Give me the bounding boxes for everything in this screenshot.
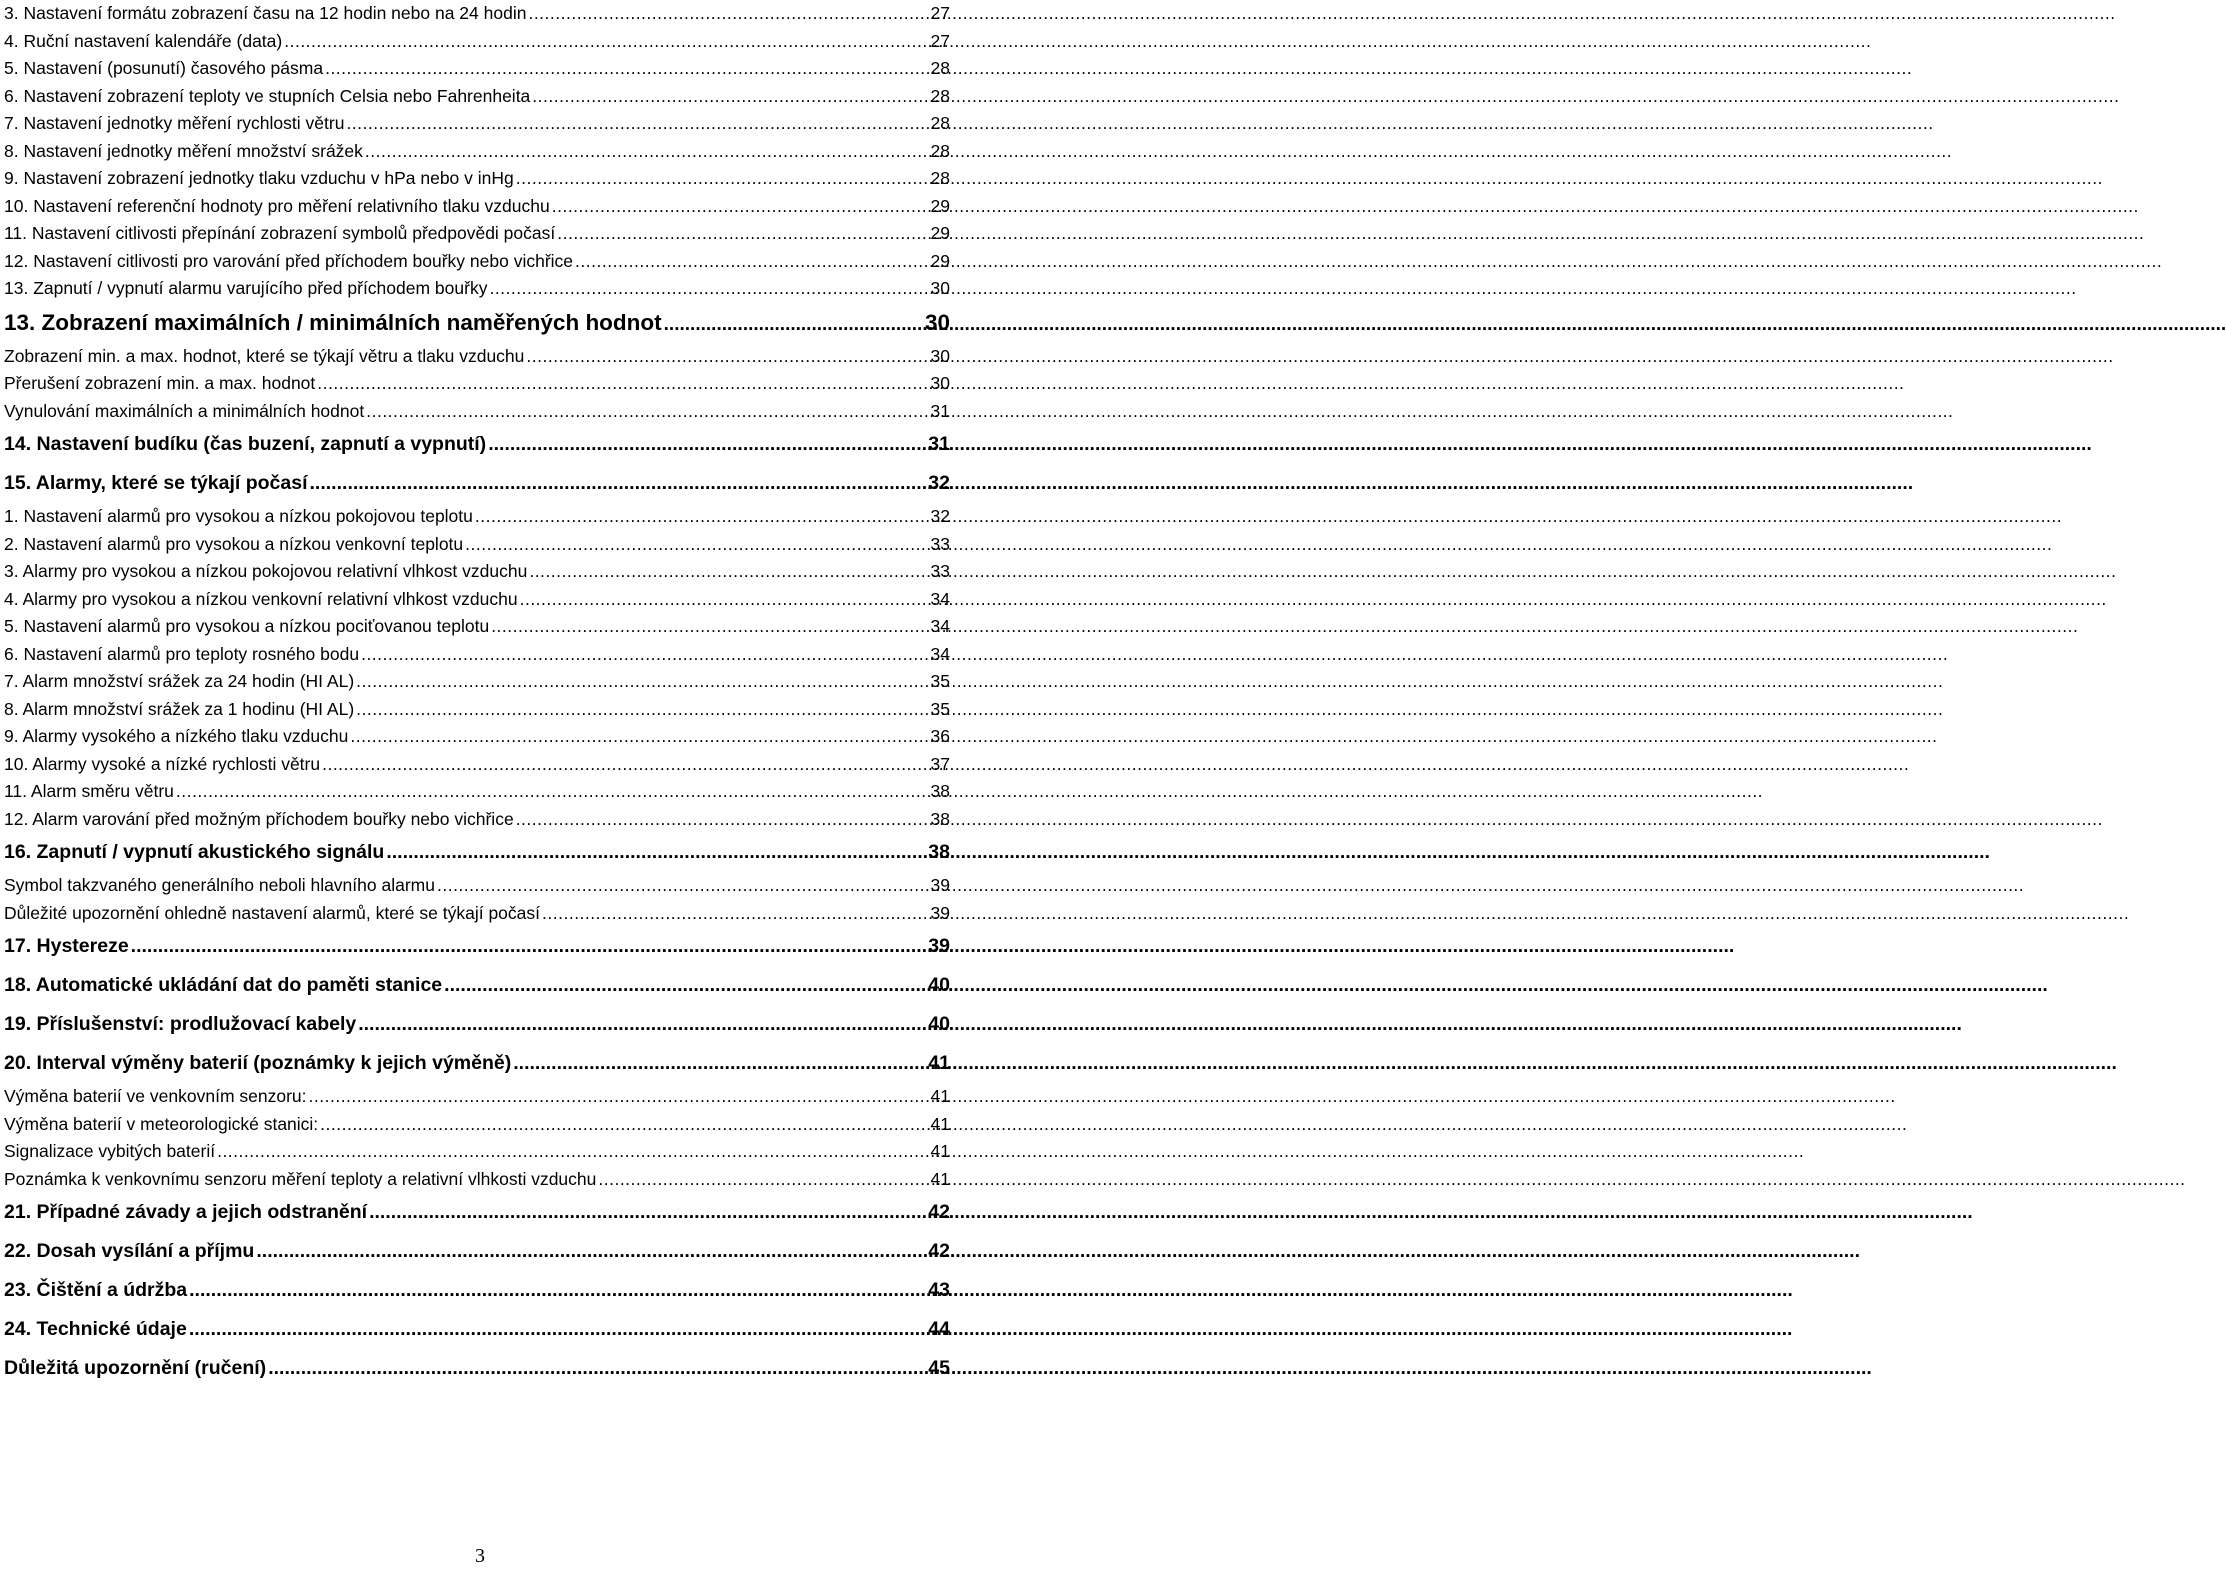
toc-subentry[interactable]: [4, 531, 950, 559]
toc-subentry[interactable]: [4, 778, 950, 806]
toc-dot-leader: [189, 1271, 926, 1310]
toc-page-number: 28: [930, 140, 950, 161]
toc-entry-title: Výměna baterií v meteorologické stanici:: [4, 1113, 319, 1134]
toc-page-number: 45: [928, 1357, 950, 1379]
toc-dot-leader: [317, 370, 928, 398]
toc-entry-title: Vynulování maximálních a minimálních hodnot: [4, 400, 365, 421]
toc-heading[interactable]: [4, 425, 950, 464]
toc-subentry[interactable]: [4, 83, 950, 111]
toc-heading[interactable]: [4, 966, 950, 1005]
toc-subentry[interactable]: [4, 28, 950, 56]
toc-page-number: 39: [930, 875, 950, 895]
toc-entry-title: 17. Hystereze: [4, 935, 129, 957]
toc-subentry[interactable]: [4, 696, 950, 724]
toc-page-number: 34: [930, 616, 950, 636]
toc-entry-title: 7. Alarm množství srážek za 24 hodin (HI AL): [4, 671, 355, 691]
toc-dot-leader: [557, 220, 928, 248]
toc-dot-leader: [309, 1083, 929, 1111]
toc-page-number: 39: [930, 902, 950, 923]
toc-page-number: 40: [928, 1013, 950, 1035]
toc-entry-title: Důležité upozornění ohledně nastavení alarmů, které se týkají počasí: [4, 902, 541, 923]
toc-entry-title: 18. Automatické ukládání dat do paměti stanice: [4, 974, 443, 996]
toc-dot-leader: [268, 1349, 926, 1388]
toc-dot-leader: [575, 248, 928, 276]
toc-dot-leader: [532, 83, 928, 111]
toc-subentry[interactable]: [4, 343, 950, 371]
toc-entry-title: 22. Dosah vysílání a příjmu: [4, 1240, 255, 1262]
toc-page-number: 41: [928, 1052, 950, 1074]
toc-entry-title: Důležitá upozornění (ručení): [4, 1357, 267, 1379]
toc-entry-title: Zobrazení min. a max. hodnot, které se týkají větru a tlaku vzduchu: [4, 345, 525, 366]
toc-dot-leader: [513, 1044, 926, 1083]
toc-subentry[interactable]: [4, 1166, 950, 1194]
toc-dot-leader: [325, 55, 928, 83]
toc-entry-title: 13. Zobrazení maximálních / minimálních naměřených hodnot: [4, 309, 662, 335]
toc-heading[interactable]: [4, 303, 950, 343]
toc-entry-title: 7. Nastavení jednotky měření rychlosti větru: [4, 113, 345, 133]
toc-page-number: 41: [930, 1141, 950, 1161]
toc-heading[interactable]: [4, 1232, 950, 1271]
toc-heading[interactable]: [4, 1349, 950, 1388]
toc-dot-leader: [369, 1193, 926, 1232]
toc-page-number: 40: [928, 974, 950, 996]
toc-page-number: 28: [930, 113, 950, 133]
toc-entry-title: 8. Alarm množství srážek za 1 hodinu (HI AL): [4, 698, 355, 719]
toc-page-number: 42: [928, 1201, 950, 1223]
toc-dot-leader: [475, 503, 929, 531]
toc-subentry[interactable]: [4, 1083, 950, 1111]
toc-page-number: 31: [930, 400, 950, 421]
toc-entry-title: 12. Nastavení citlivosti pro varování před příchodem bouřky nebo vichřice: [4, 250, 574, 271]
toc-subentry[interactable]: [4, 370, 950, 398]
toc-entry-title: 9. Nastavení zobrazení jednotky tlaku vzduchu v hPa nebo v inHg: [4, 168, 514, 188]
toc-entry-title: 20. Interval výměny baterií (poznámky k jejich výměně): [4, 1052, 512, 1074]
toc-subentry[interactable]: [4, 138, 950, 166]
toc-heading[interactable]: [4, 464, 950, 503]
toc-dot-leader: [488, 425, 926, 464]
toc-page-number: 28: [930, 85, 950, 106]
toc-subentry[interactable]: [4, 193, 950, 221]
toc-page-number: 42: [928, 1240, 950, 1262]
toc-dot-leader: [356, 696, 928, 724]
toc-subentry[interactable]: [4, 248, 950, 276]
toc-dot-leader: [542, 900, 929, 928]
toc-entry-title: 16. Zapnutí / vypnutí akustického signálu: [4, 841, 385, 863]
toc-page-number: 33: [930, 561, 950, 581]
toc-entry-title: 6. Nastavení zobrazení teploty ve stupních Celsia nebo Fahrenheita: [4, 85, 531, 106]
toc-page-number: 34: [930, 643, 950, 664]
toc-page-number: 35: [930, 698, 950, 719]
toc-heading[interactable]: [4, 1271, 950, 1310]
toc-page-number: 39: [928, 935, 950, 957]
toc-dot-leader: [131, 927, 927, 966]
toc-dot-leader: [526, 343, 928, 371]
toc-entry-title: 11. Alarm směru větru: [4, 781, 174, 801]
toc-page-number: 33: [930, 533, 950, 554]
toc-page-number: 30: [930, 278, 950, 298]
toc-entry-title: Výměna baterií ve venkovním senzoru:: [4, 1086, 307, 1106]
toc-page-number: 29: [930, 250, 950, 271]
toc-subentry[interactable]: [4, 641, 950, 669]
toc-page-number: 28: [930, 58, 950, 78]
toc-page-number: 35: [930, 671, 950, 691]
toc-dot-leader: [365, 138, 929, 166]
toc-dot-leader: [529, 558, 928, 586]
toc-entry-title: 5. Nastavení (posunutí) časového pásma: [4, 58, 324, 78]
toc-heading[interactable]: [4, 927, 950, 966]
toc-entry-title: 23. Čištění a údržba: [4, 1279, 188, 1301]
toc-dot-leader: [361, 641, 928, 669]
toc-page-number: 43: [928, 1279, 950, 1301]
toc-page-number: 29: [930, 195, 950, 216]
toc-page-number: 37: [930, 753, 950, 774]
toc-subentry[interactable]: [4, 723, 950, 751]
toc-subentry[interactable]: [4, 220, 950, 248]
toc-dot-leader: [598, 1166, 928, 1194]
toc-entry-title: 3. Nastavení formátu zobrazení času na 12 hodin nebo na 24 hodin: [4, 3, 527, 23]
toc-subentry[interactable]: [4, 558, 950, 586]
toc-subentry[interactable]: [4, 165, 950, 193]
toc-dot-leader: [322, 751, 928, 779]
toc-entry-title: 6. Nastavení alarmů pro teploty rosného bodu: [4, 643, 360, 664]
toc-dot-leader: [256, 1232, 926, 1271]
toc-subentry[interactable]: [4, 275, 950, 303]
toc-page-number: 41: [930, 1168, 950, 1189]
table-of-contents: [4, 0, 950, 1388]
toc-dot-leader: [358, 1005, 926, 1044]
toc-page-number: 32: [928, 472, 950, 494]
toc-page-number: 44: [928, 1318, 950, 1340]
toc-heading[interactable]: [4, 833, 950, 872]
toc-subentry[interactable]: [4, 110, 950, 138]
toc-page-number: 38: [928, 841, 950, 863]
toc-dot-leader: [176, 778, 929, 806]
toc-dot-leader: [552, 193, 929, 221]
toc-entry-title: 4. Alarmy pro vysokou a nízkou venkovní relativní vlhkost vzduchu: [4, 588, 518, 609]
toc-page-number: 38: [930, 781, 950, 801]
toc-dot-leader: [189, 1310, 926, 1349]
toc-entry-title: 11. Nastavení citlivosti přepínání zobrazení symbolů předpovědi počasí: [4, 223, 556, 243]
page-number: 3: [475, 1545, 485, 1567]
toc-dot-leader: [465, 531, 928, 559]
toc-entry-title: 3. Alarmy pro vysokou a nízkou pokojovou relativní vlhkost vzduchu: [4, 561, 528, 581]
toc-entry-title: 10. Alarmy vysoké a nízké rychlosti větru: [4, 753, 321, 774]
toc-page-number: 32: [930, 506, 950, 526]
toc-subentry[interactable]: [4, 55, 950, 83]
toc-entry-title: 1. Nastavení alarmů pro vysokou a nízkou pokojovou teplotu: [4, 506, 473, 526]
toc-page-number: 27: [930, 30, 950, 51]
toc-subentry[interactable]: [4, 668, 950, 696]
toc-page-number: 41: [930, 1113, 950, 1134]
toc-entry-title: 13. Zapnutí / vypnutí alarmu varujícího před příchodem bouřky: [4, 278, 488, 298]
toc-entry-title: 15. Alarmy, které se týkají počasí: [4, 472, 308, 494]
toc-subentry[interactable]: [4, 900, 950, 928]
toc-dot-leader: [356, 668, 928, 696]
toc-dot-leader: [437, 872, 929, 900]
toc-subentry[interactable]: [4, 613, 950, 641]
toc-entry-title: 10. Nastavení referenční hodnoty pro měření relativního tlaku vzduchu: [4, 195, 550, 216]
toc-page-number: 30: [930, 373, 950, 393]
toc-dot-leader: [284, 28, 928, 56]
toc-entry-title: Přerušení zobrazení min. a max. hodnot: [4, 373, 316, 393]
toc-dot-leader: [516, 165, 929, 193]
toc-page-number: 31: [928, 433, 950, 455]
toc-entry-title: Symbol takzvaného generálního neboli hlavního alarmu: [4, 875, 435, 895]
toc-entry-title: 21. Případné závady a jejich odstranění: [4, 1201, 368, 1223]
toc-subentry[interactable]: [4, 586, 950, 614]
toc-subentry[interactable]: [4, 1111, 950, 1139]
toc-heading[interactable]: [4, 1310, 950, 1349]
toc-entry-title: 12. Alarm varování před možným příchodem bouřky nebo vichřice: [4, 808, 514, 829]
toc-entry-title: Signalizace vybitých baterií: [4, 1141, 216, 1161]
toc-subentry[interactable]: [4, 0, 950, 28]
toc-subentry[interactable]: [4, 806, 950, 834]
toc-dot-leader: [664, 305, 923, 345]
toc-entry-title: 8. Nastavení jednotky měření množství srážek: [4, 140, 363, 161]
toc-dot-leader: [516, 806, 929, 834]
toc-dot-leader: [350, 723, 928, 751]
toc-dot-leader: [346, 110, 928, 138]
toc-entry-title: 4. Ruční nastavení kalendáře (data): [4, 30, 283, 51]
toc-entry-title: 9. Alarmy vysokého a nízkého tlaku vzduchu: [4, 726, 349, 746]
toc-heading[interactable]: [4, 1044, 950, 1083]
toc-dot-leader: [217, 1138, 928, 1166]
toc-dot-leader: [310, 464, 927, 503]
toc-dot-leader: [444, 966, 926, 1005]
toc-entry-title: 2. Nastavení alarmů pro vysokou a nízkou venkovní teplotu: [4, 533, 464, 554]
toc-dot-leader: [366, 398, 928, 426]
toc-entry-title: 14. Nastavení budíku (čas buzení, zapnutí a vypnutí): [4, 433, 487, 455]
toc-dot-leader: [528, 0, 928, 28]
toc-page-number: 41: [930, 1086, 950, 1106]
toc-dot-leader: [489, 275, 928, 303]
toc-dot-leader: [520, 586, 929, 614]
toc-dot-leader: [491, 613, 928, 641]
toc-entry-title: Poznámka k venkovnímu senzoru měření teploty a relativní vlhkosti vzduchu: [4, 1168, 597, 1189]
toc-page-number: 38: [930, 808, 950, 829]
toc-dot-leader: [320, 1111, 928, 1139]
toc-entry-title: 19. Příslušenství: prodlužovací kabely: [4, 1013, 357, 1035]
toc-page-number: 28: [930, 168, 950, 188]
toc-subentry[interactable]: [4, 398, 950, 426]
toc-subentry[interactable]: [4, 751, 950, 779]
toc-entry-title: 5. Nastavení alarmů pro vysokou a nízkou pociťovanou teplotu: [4, 616, 490, 636]
toc-dot-leader: [386, 833, 926, 872]
toc-entry-title: 24. Technické údaje: [4, 1318, 187, 1340]
toc-heading[interactable]: [4, 1193, 950, 1232]
toc-page-number: 27: [930, 3, 950, 23]
toc-page-number: 30: [924, 309, 950, 335]
toc-subentry[interactable]: [4, 872, 950, 900]
toc-page-number: 34: [930, 588, 950, 609]
toc-page-number: 36: [930, 726, 950, 746]
toc-subentry[interactable]: [4, 503, 950, 531]
toc-page-number: 29: [930, 223, 950, 243]
toc-page-number: 30: [930, 345, 950, 366]
toc-subentry[interactable]: [4, 1138, 950, 1166]
toc-heading[interactable]: [4, 1005, 950, 1044]
